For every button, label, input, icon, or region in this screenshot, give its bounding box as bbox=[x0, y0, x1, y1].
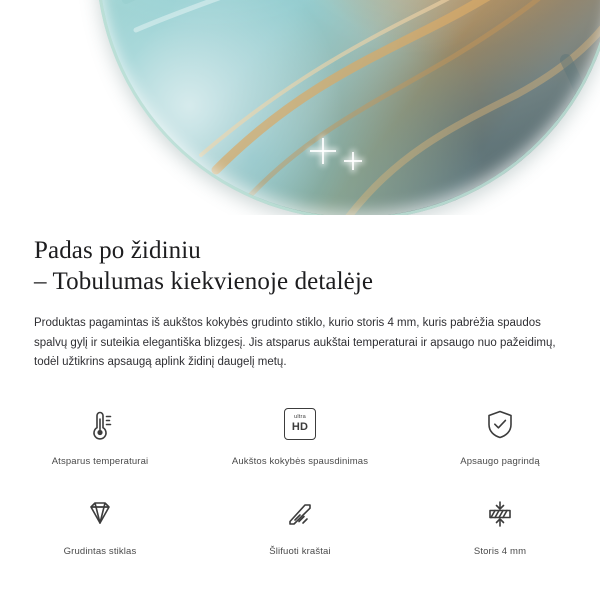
feature-label: Apsaugo pagrindą bbox=[460, 456, 540, 467]
feature-label: Storis 4 mm bbox=[473, 546, 527, 557]
thermometer-icon bbox=[77, 401, 123, 447]
shield-check-icon bbox=[477, 401, 523, 447]
feature-item-thickness bbox=[400, 485, 600, 575]
feature-grid bbox=[0, 395, 600, 575]
description-paragraph: Produktas pagamintas iš aukštos kokybės grudinto stiklo, kurio storis 4 mm, kuris pabrėžia spaudos spalvų gylį ir suteikia elegantiška blizgesį. Jis atsparus aukštai temperaturai ir apsaugo nuo pažeidimų, todėl užtikrins apsaugą aplink židinį daugelį metų. bbox=[34, 317, 556, 368]
diamond-icon bbox=[77, 491, 123, 537]
badge-top-text: ultra bbox=[294, 414, 306, 421]
badge-main-text: HD bbox=[291, 420, 309, 433]
plate-graphic bbox=[96, 0, 600, 215]
feature-label: Atsparus temperaturai bbox=[51, 456, 149, 467]
feature-label: Aukštos kokybės spausdinimas bbox=[231, 456, 369, 467]
thickness-arrows-icon bbox=[477, 491, 523, 537]
headline-line-1: Padas po židiniu bbox=[34, 237, 201, 264]
feature-label: Grudintas stiklas bbox=[63, 546, 137, 557]
feature-item-print-quality bbox=[200, 395, 400, 485]
feature-item-tempered-glass bbox=[0, 485, 200, 575]
marble-veins-icon bbox=[96, 0, 600, 215]
hero-image bbox=[0, 0, 600, 215]
polished-edges-icon bbox=[277, 491, 323, 537]
page-title bbox=[0, 215, 600, 297]
content-block bbox=[0, 215, 600, 373]
feature-item-polished-edges bbox=[200, 485, 400, 575]
feature-item-surface-protection bbox=[400, 395, 600, 485]
ultra-hd-badge-icon bbox=[277, 401, 323, 447]
headline-line-2: – Tobulumas kiekvienoje detalėje bbox=[34, 268, 374, 295]
feature-label: Šlifuoti kraštai bbox=[269, 546, 331, 557]
feature-item-temperature bbox=[0, 395, 200, 485]
